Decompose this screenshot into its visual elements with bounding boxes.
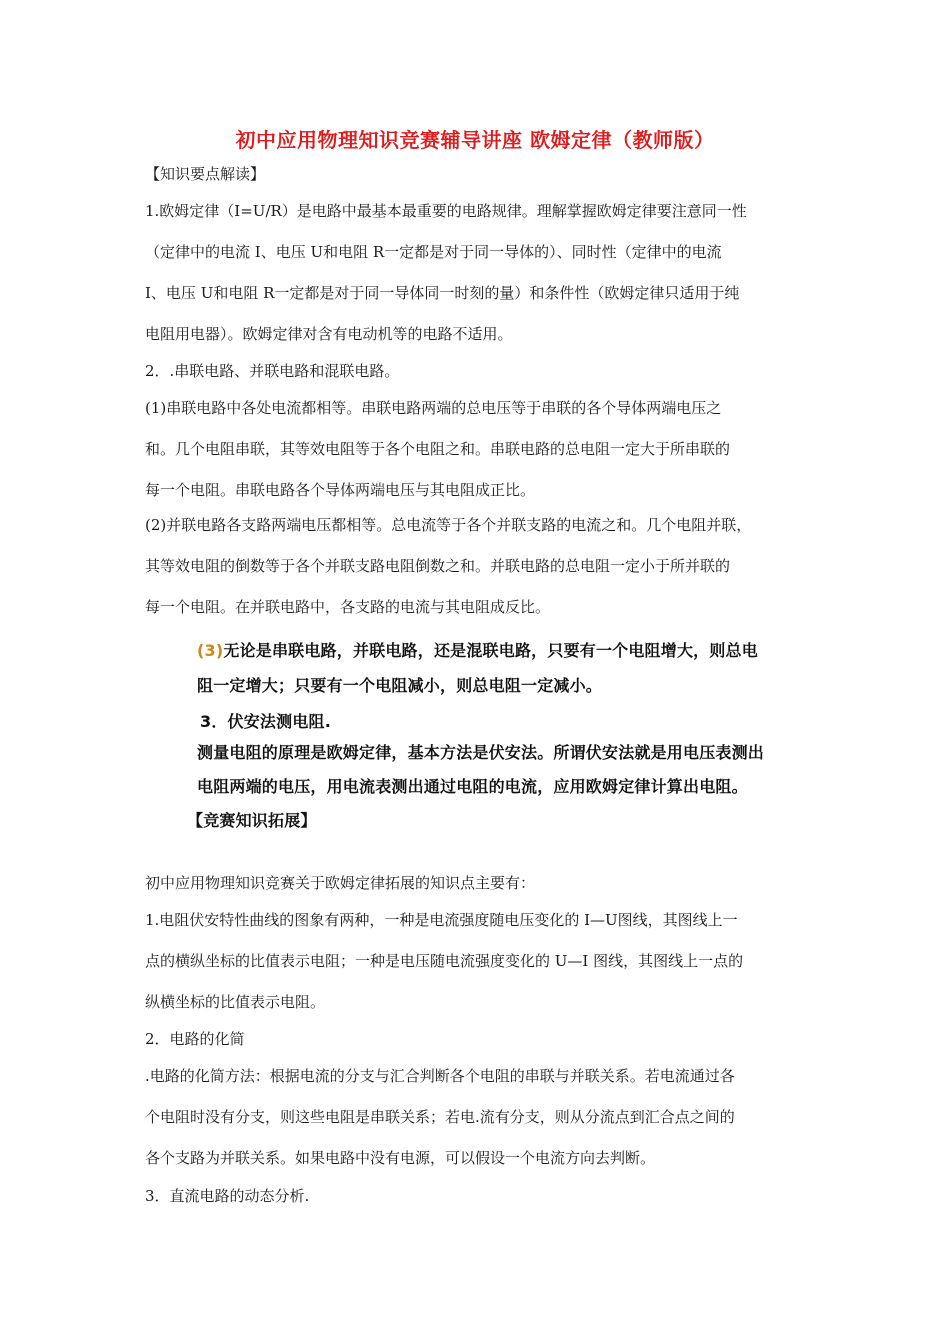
subheading-circuits: 2．.串联电路、并联电路和混联电路。 [145, 362, 400, 380]
scanned-paragraph-line: 电阻两端的电压，用电流表测出通过电阻的电流，应用欧姆定律计算出电阻。 [197, 777, 748, 796]
paragraph-line: 纵横坐标的比值表示电阻。 [145, 993, 326, 1011]
paragraph-line: 每一个电阻。串联电路各个导体两端电压与其电阻成正比。 [145, 481, 536, 499]
scanned-paragraph-line: 测量电阻的原理是欧姆定律，基本方法是伏安法。所谓伏安法就是用电压表测出 [197, 743, 765, 762]
section-heading-knowledge-points: 【知识要点解读】 [145, 165, 266, 183]
scanned-paragraph-line: (3)无论是串联电路，并联电路，还是混联电路，只要有一个电阻增大，则总电 [197, 641, 758, 660]
paragraph-line: .电路的化简方法：根据电流的分支与汇合判断各个电阻的串联与并联关系。若电流通过各 [145, 1067, 735, 1085]
scanned-paragraph-line: 阻一定增大；只要有一个电阻减小，则总电阻一定减小。 [197, 676, 603, 695]
paragraph-line: 1.电阻伏安特性曲线的图象有两种，一种是电流强度随电压变化的 I—U图线，其图线上一 [145, 911, 738, 929]
paragraph-line: I、电压 U和电阻 R一定都是对于同一导体同一时刻的量）和条件性（欧姆定律只适用于纯 [145, 284, 740, 302]
paragraph-line: （定律中的电流 I、电压 U和电阻 R一定都是对于同一导体的）、同时性（定律中的电流 [145, 243, 722, 261]
paragraph-line: (1)串联电路中各处电流都相等。串联电路两端的总电压等于串联的各个导体两端电压之 [145, 399, 722, 417]
paragraph-line: 1.欧姆定律（I=U/R）是电路中最基本最重要的电路规律。理解掌握欧姆定律要注意同一性 [145, 202, 747, 220]
subheading-simplification: 2．电路的化简 [145, 1030, 245, 1048]
paragraph-line: (2)并联电路各支路两端电压都相等。总电流等于各个并联支路的电流之和。几个电阻并联， [145, 516, 752, 534]
paragraph-line: 每一个电阻。在并联电路中，各支路的电流与其电阻成反比。 [145, 598, 551, 616]
paragraph-line: 各个支路为并联关系。如果电路中没有电源，可以假设一个电流方向去判断。 [145, 1149, 656, 1167]
paragraph-line: 和。几个电阻串联，其等效电阻等于各个电阻之和。串联电路的总电阻一定大于所串联的 [145, 440, 731, 458]
intro-line: 初中应用物理知识竞赛关于欧姆定律拓展的知识点主要有： [145, 874, 536, 892]
paragraph-line: 个电阻时没有分支，则这些电阻是串联关系；若电.流有分支，则从分流点到汇合点之间的 [145, 1108, 735, 1126]
section-heading-competition: 【竞赛知识拓展】 [187, 811, 317, 830]
document-title: 初中应用物理知识竞赛辅导讲座 欧姆定律（教师版） [235, 128, 715, 152]
paragraph-line: 其等效电阻的倒数等于各个并联支路电阻倒数之和。并联电路的总电阻一定小于所并联的 [145, 557, 731, 575]
paragraph-line: 电阻用电器）。欧姆定律对含有电动机等的电路不适用。 [145, 325, 513, 343]
paragraph-line: 点的横纵坐标的比值表示电阻；一种是电压随电流强度变化的 U—I 图线，其图线上一点的 [145, 952, 744, 970]
subheading-dynamic-analysis: 3．直流电路的动态分析. [145, 1187, 310, 1205]
item-number-3: (3) [197, 641, 224, 660]
subheading-voltammetry: 3．伏安法测电阻. [200, 712, 332, 731]
